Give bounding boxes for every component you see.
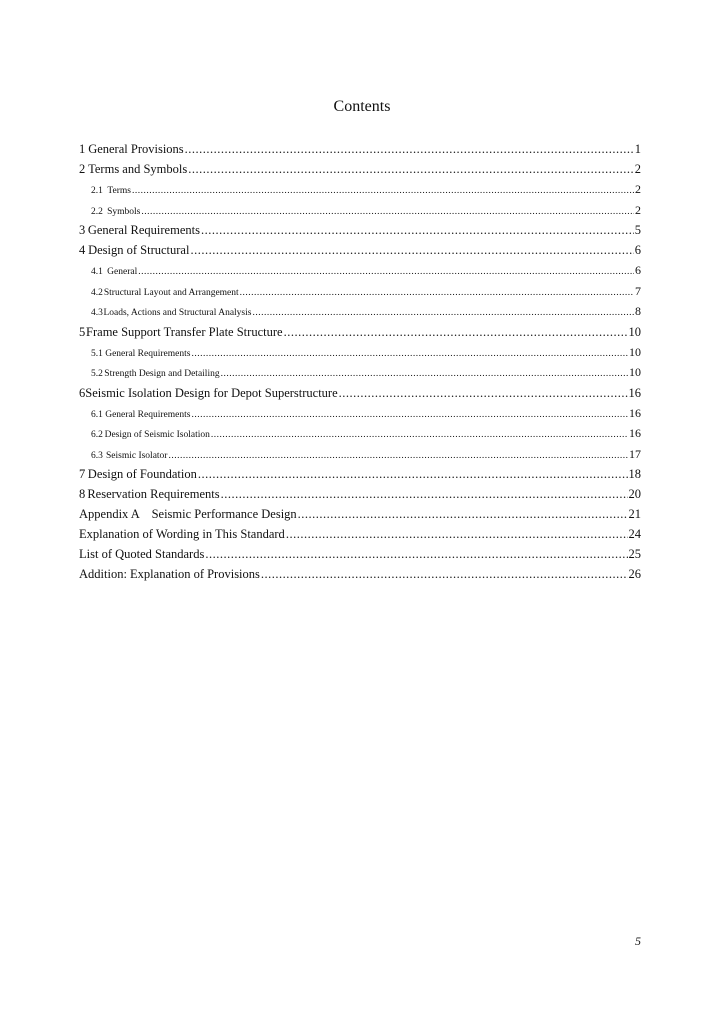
toc-subentry[interactable]: [79, 365, 641, 386]
toc-entry-page: 10: [628, 324, 641, 339]
dot-leader: [240, 288, 634, 298]
toc-entry-page: 16: [629, 426, 641, 440]
dot-leader: [185, 142, 634, 157]
toc-entry-label: Symbols: [107, 206, 141, 217]
toc-entry-page: 2: [635, 202, 641, 217]
toc-entry-page: 20: [628, 487, 641, 501]
toc-entry-page: 10: [629, 344, 641, 359]
toc-subentry[interactable]: [79, 284, 641, 305]
dot-leader: [141, 207, 634, 217]
page-title: Contents: [333, 98, 391, 115]
dot-leader: [201, 223, 634, 238]
toc-entry[interactable]: [79, 325, 641, 345]
toc-entry-number: 2: [79, 162, 86, 176]
toc-entry-number: 5.1: [91, 348, 103, 359]
toc-entry-label: General Requirements: [87, 223, 200, 237]
toc-entry-label: Loads, Actions and Structural Analysis: [103, 308, 252, 318]
dot-leader: [211, 430, 628, 440]
toc-entry-page: 24: [628, 527, 641, 541]
toc-entry-label: General Provisions: [88, 142, 184, 156]
toc-entry-page: 6: [635, 263, 641, 277]
dot-leader: [284, 325, 628, 340]
toc-entry-label: Frame Support Transfer Plate Structure: [86, 324, 283, 339]
toc-entry-page: 25: [628, 547, 641, 561]
toc-entry[interactable]: [79, 142, 641, 162]
toc-subentry[interactable]: [79, 447, 641, 468]
toc-entry-label: List of Quoted Standards: [79, 547, 205, 561]
toc-entry-number: 2.2: [91, 206, 103, 217]
toc-subentry[interactable]: [79, 182, 641, 203]
toc-entry[interactable]: [79, 467, 641, 487]
toc-entry-number: 4.1: [91, 267, 103, 277]
toc-entry-number: 2.1: [91, 186, 103, 196]
toc-subentry[interactable]: [79, 263, 641, 284]
toc-entry-page: 18: [628, 467, 641, 481]
toc-subentry[interactable]: [79, 345, 641, 366]
dot-leader: [286, 527, 628, 542]
dot-leader: [132, 186, 634, 196]
toc-entry-label: Design of Foundation: [87, 467, 197, 481]
toc-entry[interactable]: [79, 527, 641, 547]
toc-entry-label: Addition: Explanation of Provisions: [79, 567, 260, 581]
toc-entry-number: 6.3: [91, 450, 103, 461]
toc-entry-label: Appendix A Seismic Performance Design: [79, 507, 297, 521]
dot-leader: [339, 386, 628, 401]
toc-entry[interactable]: [79, 386, 641, 406]
toc-entry-page: 2: [635, 182, 641, 196]
dot-leader: [205, 547, 627, 562]
dot-leader: [252, 308, 634, 318]
toc-entry-label: Terms: [107, 186, 131, 196]
toc-entry-label: Seismic Isolator: [105, 450, 168, 461]
toc-entry-number: 5: [79, 324, 86, 339]
dot-leader: [261, 567, 628, 582]
toc-entry-number: 6.1: [91, 409, 103, 420]
toc-entry-label: Terms and Symbols: [88, 162, 188, 176]
toc-entry[interactable]: [79, 547, 641, 567]
toc-entry-page: 7: [635, 283, 641, 298]
toc-subentry[interactable]: [79, 426, 641, 447]
toc-entry[interactable]: [79, 507, 641, 527]
toc-entry-page: 21: [628, 507, 641, 521]
toc-entry-page: 10: [629, 365, 641, 379]
dot-leader: [138, 267, 634, 277]
toc-entry-number: 7: [79, 467, 86, 481]
toc-subentry[interactable]: [79, 203, 641, 224]
toc-entry-number: 5.2: [91, 369, 103, 379]
toc-entry-label: Design of Structural: [88, 243, 190, 257]
toc-entry-page: 1: [634, 142, 641, 156]
dot-leader: [190, 243, 633, 258]
toc-entry-number: 8: [79, 487, 86, 501]
page-number: 5: [635, 934, 641, 948]
table-of-contents: [79, 142, 641, 587]
toc-entry-label: General Requirements: [105, 409, 191, 420]
toc-entry-label: Explanation of Wording in This Standard: [79, 527, 285, 541]
dot-leader: [221, 369, 628, 379]
toc-entry-number: 4: [79, 243, 86, 257]
toc-entry-page: 6: [634, 243, 641, 257]
toc-subentry[interactable]: [79, 406, 641, 427]
dot-leader: [191, 410, 628, 420]
toc-entry-number: 3: [79, 223, 86, 237]
toc-entry-label: Reservation Requirements: [87, 487, 220, 501]
toc-entry-label: General: [107, 267, 138, 277]
toc-entry-page: 16: [628, 385, 641, 400]
toc-entry-label: General Requirements: [105, 348, 191, 359]
toc-entry-page: 17: [629, 446, 641, 461]
toc-entry-label: Structural Layout and Arrangement: [103, 287, 239, 298]
dot-leader: [198, 467, 628, 482]
dot-leader: [191, 349, 628, 359]
toc-subentry[interactable]: [79, 304, 641, 325]
toc-entry[interactable]: [79, 487, 641, 507]
toc-entry-number: 4.2: [91, 287, 103, 298]
dot-leader: [298, 507, 628, 522]
toc-entry-number: 1: [79, 142, 86, 156]
toc-entry[interactable]: [79, 243, 641, 263]
toc-entry-page: 5: [634, 223, 641, 237]
toc-entry-label: Seismic Isolation Design for Depot Superstructure: [85, 385, 338, 400]
toc-entry-page: 26: [628, 567, 641, 581]
toc-entry[interactable]: [79, 223, 641, 243]
toc-entry-label: Strength Design and Detailing: [104, 369, 220, 379]
dot-leader: [168, 451, 628, 461]
toc-entry[interactable]: [79, 567, 641, 587]
dot-leader: [221, 487, 628, 502]
toc-entry-number: 6.2: [91, 430, 103, 440]
dot-leader: [188, 162, 634, 177]
toc-entry-page: 8: [635, 304, 641, 318]
toc-entry-page: 2: [634, 162, 641, 176]
toc-entry-number: 6: [79, 385, 86, 400]
toc-entry-page: 16: [629, 405, 641, 420]
toc-entry[interactable]: [79, 162, 641, 182]
toc-entry-number: 4.3: [91, 308, 103, 318]
toc-entry-label: Design of Seismic Isolation: [104, 430, 210, 440]
